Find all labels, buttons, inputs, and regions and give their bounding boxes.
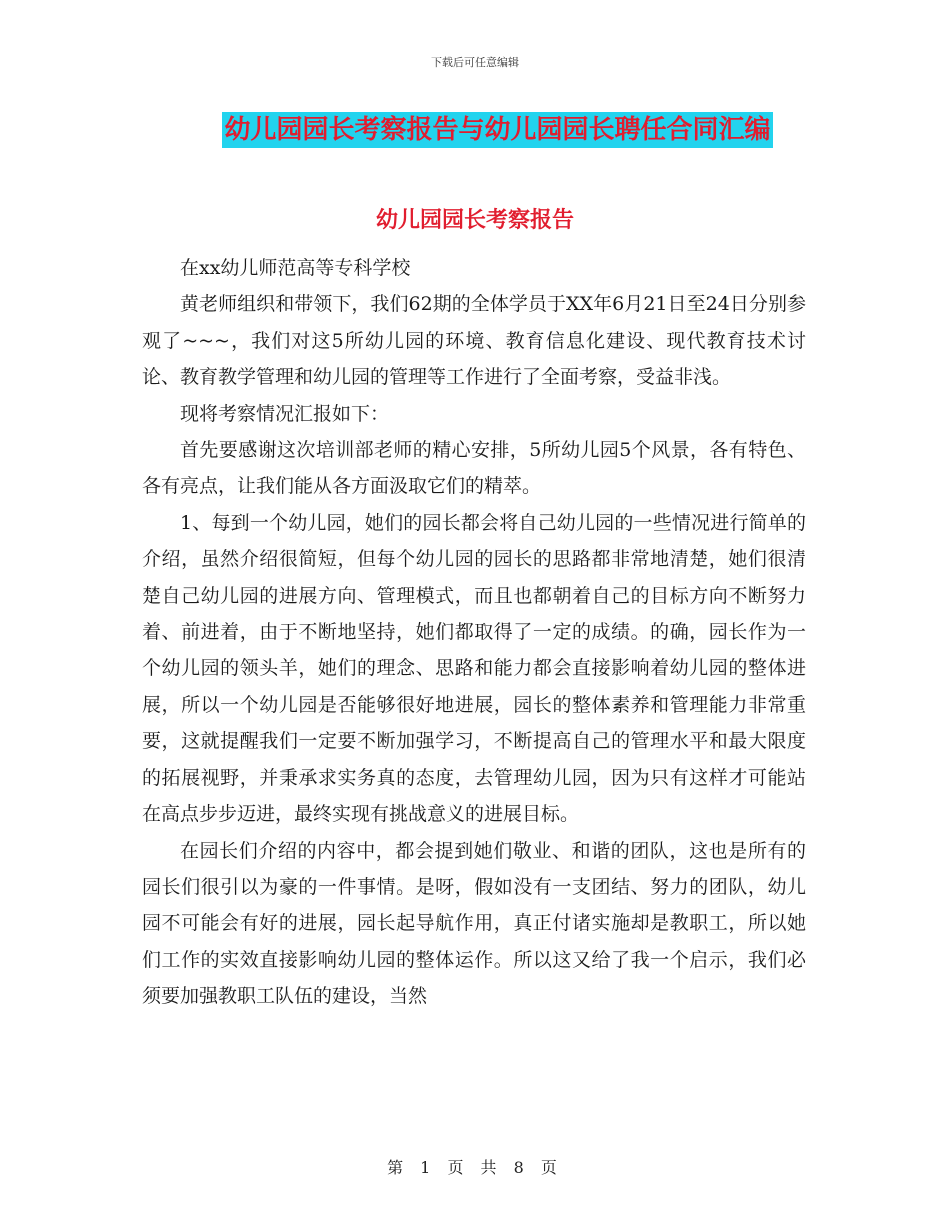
paragraph-1: 在xx幼儿师范高等专科学校 [180,257,411,279]
page-footer: 第 1 页 共 8 页 [387,1158,563,1177]
document-title: 幼儿园园长考察报告与幼儿园园长聘任合同汇编 [222,112,772,148]
document-title-container [0,112,950,148]
paragraph-6: 在园长们介绍的内容中，都会提到她们敬业、和谐的团队，这也是所有的园长们很引以为豪的一件事情。是呀，假如没有一支团结、努力的团队，幼儿园不可能会有好的进展，园长起导航作用，真正付诸实施却是教职工，所以她们工作的实效直接影响幼儿园的整体运作。所以这又给了我一个启示，我们必须要加强教职工队伍的建设，当然 [142,839,806,1008]
paragraph-3: 现将考察情况汇报如下： [180,402,390,425]
body-text [142,250,806,1015]
header-note: 下载后可任意编辑 [431,56,519,69]
section-title: 幼儿园园长考察报告 [375,208,574,233]
paragraph-2: 黄老师组织和带领下，我们62期的全体学员于XX年6月21日至24日分别参观了~~~，我们对这5所幼儿园的环境、教育信息化建设、现代教育技术讨论、教育教学管理和幼儿园的管理等工作进行了全面考察，受益非浅。 [142,293,806,389]
paragraph-4: 首先要感谢这次培训部老师的精心安排，5所幼儿园5个风景，各有特色、各有亮点，让我们能从各方面汲取它们的精萃。 [142,439,806,498]
paragraph-5: 1、每到一个幼儿园，她们的园长都会将自己幼儿园的一些情况进行简单的介绍，虽然介绍很简短，但每个幼儿园的园长的思路都非常地清楚，她们很清楚自己幼儿园的进展方向、管理模式，而且也都朝着自己的目标方向不断努力着、前进着，由于不断地坚持，她们都取得了一定的成绩。的确，园长作为一个幼儿园的领头羊，她们的理念、思路和能力都会直接影响着幼儿园的整体进展，所以一个幼儿园是否能够很好地进展，园长的整体素养和管理能力非常重要，这就提醒我们一定要不断加强学习，不断提高自己的管理水平和最大限度的拓展视野，并秉承求实务真的态度，去管理幼儿园，因为只有这样才可能站在高点步步迈进，最终实现有挑战意义的进展目标。 [142,511,806,826]
